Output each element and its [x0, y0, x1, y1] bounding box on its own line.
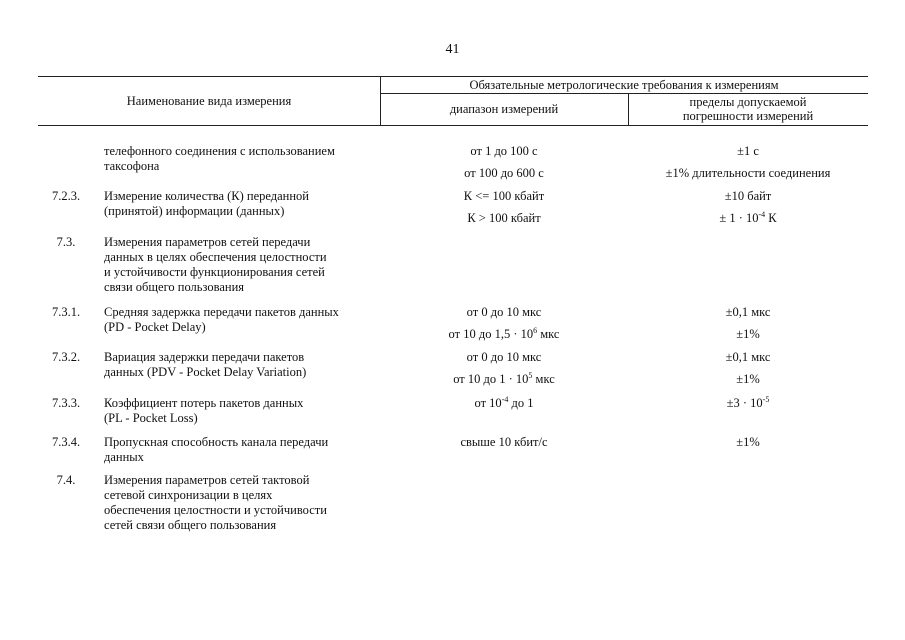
measurement-error: $\pm 3 \cdot 10^{-5}$: [726, 394, 770, 410]
table-top-border: [38, 76, 868, 77]
header-group-divider: [380, 93, 868, 94]
header-name-column: Наименование вида измерения: [126, 94, 292, 108]
measurement-range: от 1 до 100 с от 100 до 600 с: [464, 144, 544, 180]
measurement-name: Измерения параметров сетей тактовой сетевой синхронизации в целях обеспечения целостности и устойчивости сетей связи общего пользования: [104, 473, 327, 532]
measurement-error: ±0,1 мкс ±1%: [725, 350, 771, 386]
header-range-column: диапазон измерений: [449, 102, 559, 116]
header-group-title: Обязательные метрологические требования к измерениям: [469, 78, 779, 92]
measurement-name: Коэффициент потерь пакетов данных (PL - Pocket Loss): [104, 396, 304, 425]
measurement-error: ±10 байт ± $1 \cdot 10^{-4}$ К: [719, 189, 777, 225]
row-number: 7.3.4.: [51, 435, 81, 449]
measurement-error: ±0,1 мкс ±1%: [725, 305, 771, 341]
measurement-name: Измерения параметров сетей передачи данных в целях обеспечения целостности и устойчивости функционирования сетей связи общего пользования: [104, 235, 327, 294]
header-error-column: пределы допускаемой погрешности измерений: [682, 95, 814, 123]
measurement-range: свыше 10 кбит/с: [460, 435, 548, 449]
row-number: 7.3.: [56, 235, 76, 249]
measurement-name: Измерение количества (К) переданной (принятой) информации (данных): [104, 189, 309, 218]
measurement-name: Вариация задержки передачи пакетов данных (PDV - Pocket Delay Variation): [104, 350, 307, 379]
header-bottom-border: [38, 125, 868, 126]
row-number: 7.3.3.: [51, 396, 81, 410]
measurement-range: от 0 до 10 мкс от 10 до $1 \cdot 10^5$ мкс: [453, 350, 555, 386]
measurement-range: от $10^{-4}$ до 1: [474, 394, 534, 410]
measurement-name: телефонного соединения с использованием таксофона: [104, 144, 335, 173]
row-number: 7.3.2.: [51, 350, 81, 364]
row-number: 7.2.3.: [51, 189, 81, 203]
measurement-error: ±1%: [736, 435, 760, 449]
measurement-range: К <= 100 кбайт К > 100 кбайт: [463, 189, 545, 225]
page-number: 41: [445, 42, 460, 57]
row-number: 7.3.1.: [51, 305, 81, 319]
measurement-error: ±1 с ±1% длительности соединения: [665, 144, 831, 180]
measurement-name: Средняя задержка передачи пакетов данных (PD - Pocket Delay): [104, 305, 339, 334]
measurement-name: Пропускная способность канала передачи данных: [104, 435, 329, 464]
measurement-range: от 0 до 10 мкс от 10 до $1,5 \cdot 10^6$ мкс: [448, 305, 560, 341]
row-number: 7.4.: [56, 473, 76, 487]
